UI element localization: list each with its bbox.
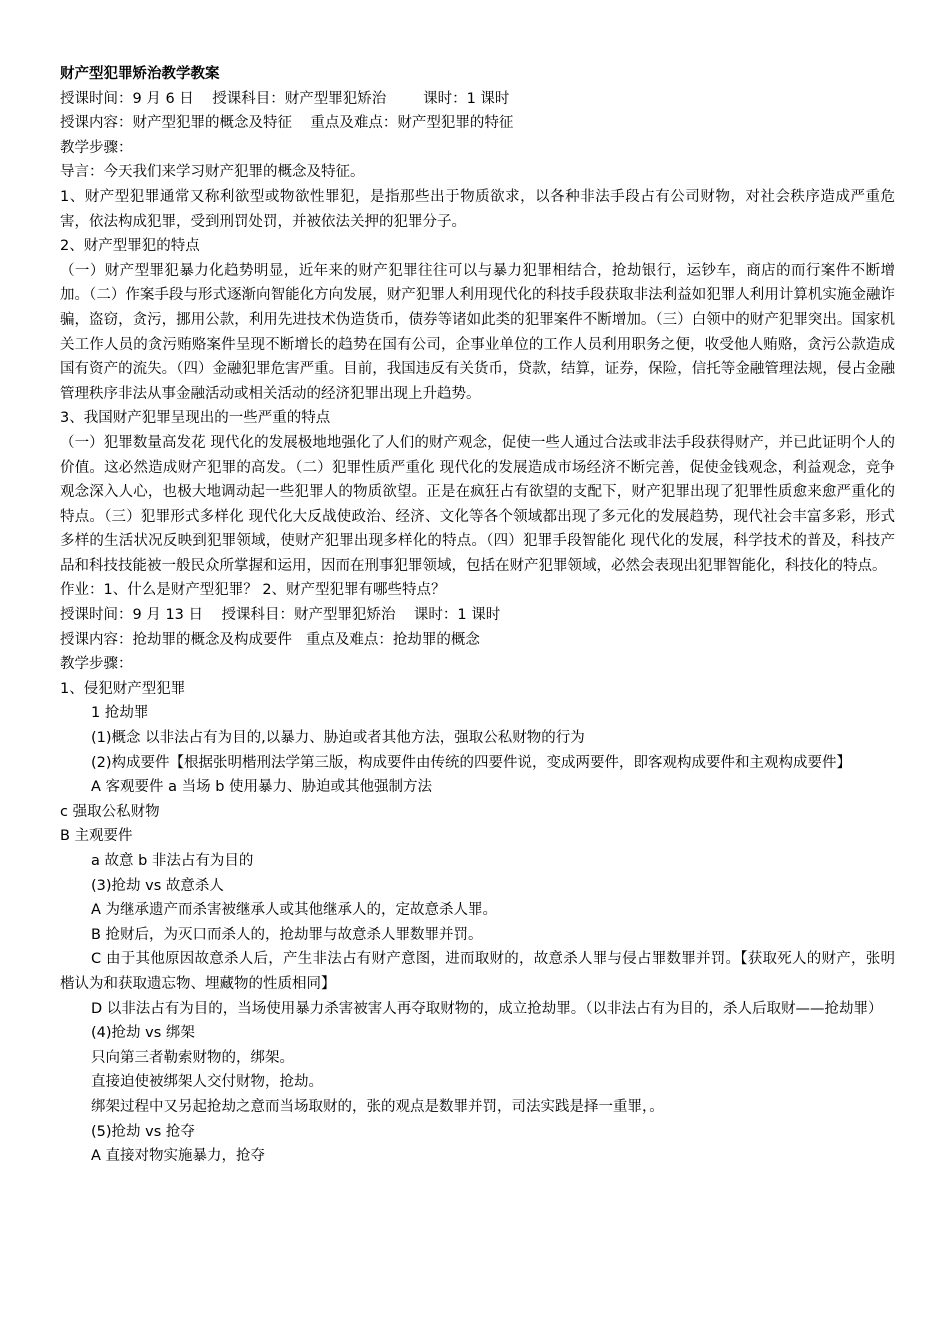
paragraph-serious-features: （一）犯罪数量高发花 现代化的发展极地地强化了人们的财产观念，促使一些人通过合法或非法手段获得财产，并已此证明个人的价值。这必然造成财产犯罪的高发。（二）犯罪性质严重化 现代化的发展造成市场经济不断完善，促使金钱观念，利益观念，竞争观念深入人心，也极大地调动起一些犯罪人的物质欲望。正是在疯狂占有欲望的支配下，财产犯罪出现了犯罪性质愈来愈严重化的特点。（三）犯罪形式多样化 现代化大反战使政治、经济、文化等各个领域都出现了多元化的发展趋势，现代社会丰富多彩，形式多样的生活状况反映到犯罪领域，使财产犯罪出现多样化的特点。（四）犯罪手段智能化 现代化的发展，科学技术的普及，科技产品和科技技能被一般民众所掌握和运用，因而在刑事犯罪领域，包括在财产犯罪领域，必然会表现出犯罪智能化，科技化的特点。 [60,434,895,574]
murder-case-d: D 以非法占有为目的，当场使用暴力杀害被害人再夺取财物的，成立抢劫罪。（以非法占有为目的，杀人后取财——抢劫罪） [91,1000,883,1017]
homework: 作业：1、什么是财产型犯罪？ 2、财产型犯罪有哪些特点？ [60,582,446,599]
paragraph-definition: 1、财产型犯罪通常又称利欲型或物欲性罪犯，是指那些出于物质欲求，以各种非法手段占有公司财物，对社会秩序造成严重危害，依法构成犯罪，受到刑罚处罚，并被依法关押的犯罪分子。 [60,188,895,230]
document-body [60,62,895,1169]
subjective-elements-detail: a 故意 b 非法占有为目的 [91,853,254,869]
section-heading-property-crime: 1、侵犯财产型犯罪 [60,680,186,697]
murder-case-a: A 为继承遗产而杀害被继承人或其他继承人的，定故意杀人罪。 [91,902,498,919]
kidnapping-case-3: 绑架过程中又另起抢劫之意而当场取财的，张的观点是数罪并罚，司法实践是择一重罪，。 [91,1098,664,1115]
lesson2-steps-heading: 教学步骤： [60,656,133,673]
murder-case-b: B 抢财后，为灭口而杀人的，抢劫罪与故意杀人罪数罪并罚。 [91,926,483,943]
lesson1-steps-heading: 教学步骤： [60,139,133,156]
lesson1-intro: 导言：今天我们来学习财产犯罪的概念及特征。 [60,164,365,181]
robbery-vs-snatching: (5)抢劫 vs 抢夺 [91,1123,195,1140]
robbery-vs-kidnapping: (4)抢劫 vs 绑架 [91,1025,195,1042]
paragraph-features: （一）财产型罪犯暴力化趋势明显，近年来的财产犯罪往往可以与暴力犯罪相结合，抢劫银行，运钞车，商店的而行案件不断增加。（二）作案手段与形式逐渐向智能化方向发展，财产犯罪人利用现代化的科技手段获取非法利益如犯罪人利用计算机实施金融诈骗，盗窃，贪污，挪用公款，利用先进技术伪造货币，债券等诸如此类的犯罪案件不断增加。（三）白领中的财产犯罪突出。国家机关工作人员的贪污贿赂案件呈现不断增长的趋势在国有公司，企事业单位的工作人员利用职务之便，收受他人贿赂，贪污公款造成国有资产的流失。（四）金融犯罪危害严重。目前，我国违反有关货币，贷款，结算，证券，保险，信托等金融管理法规，侵占金融管理秩序非法从事金融活动或相关活动的经济犯罪出现上升趋势。 [60,262,895,402]
section-heading-features: 2、财产型罪犯的特点 [60,238,200,255]
robbery-concept: (1)概念 以非法占有为目的,以暴力、胁迫或者其他方法，强取公私财物的行为 [91,730,585,747]
murder-case-c: C 由于其他原因故意杀人后，产生非法占有财产意图，进而取财的，故意杀人罪与侵占罪数罪并罚。【获取死人的财产，张明楷认为和获取遗忘物、埋藏物的性质相同】 [60,951,895,992]
robbery-heading: 1 抢劫罪 [91,705,149,722]
objective-elements: A 客观要件 a 当场 b 使用暴力、胁迫或其他强制方法 [91,779,433,796]
kidnapping-case-1: 只向第三者勒索财物的，绑架。 [91,1049,294,1066]
lesson1-schedule: 授课时间：9 月 6 日 授课科目：财产型罪犯矫治 课时：1 课时 [60,90,510,107]
objective-elements-c: c 强取公私财物 [60,803,160,820]
lesson1-content: 授课内容：财产型犯罪的概念及特征 重点及难点：财产型犯罪的特征 [60,115,514,132]
lesson2-schedule: 授课时间：9 月 13 日 授课科目：财产型罪犯矫治 课时：1 课时 [60,607,501,624]
robbery-elements: (2)构成要件【根据张明楷刑法学第三版，构成要件由传统的四要件说，变成两要件，即客观构成要件和主观构成要件】 [91,754,852,771]
kidnapping-case-2: 直接迫使被绑架人交付财物，抢劫。 [91,1074,323,1091]
snatching-case-a: A 直接对物实施暴力，抢夺 [91,1148,266,1165]
lesson2-content: 授课内容：抢劫罪的概念及构成要件 重点及难点：抢劫罪的概念 [60,631,480,648]
section-heading-serious-features: 3、我国财产犯罪呈现出的一些严重的特点 [60,410,331,427]
subjective-elements: B 主观要件 [60,828,133,845]
robbery-vs-murder: (3)抢劫 vs 故意杀人 [91,877,224,894]
document-title: 财产型犯罪矫治教学教案 [60,66,220,82]
